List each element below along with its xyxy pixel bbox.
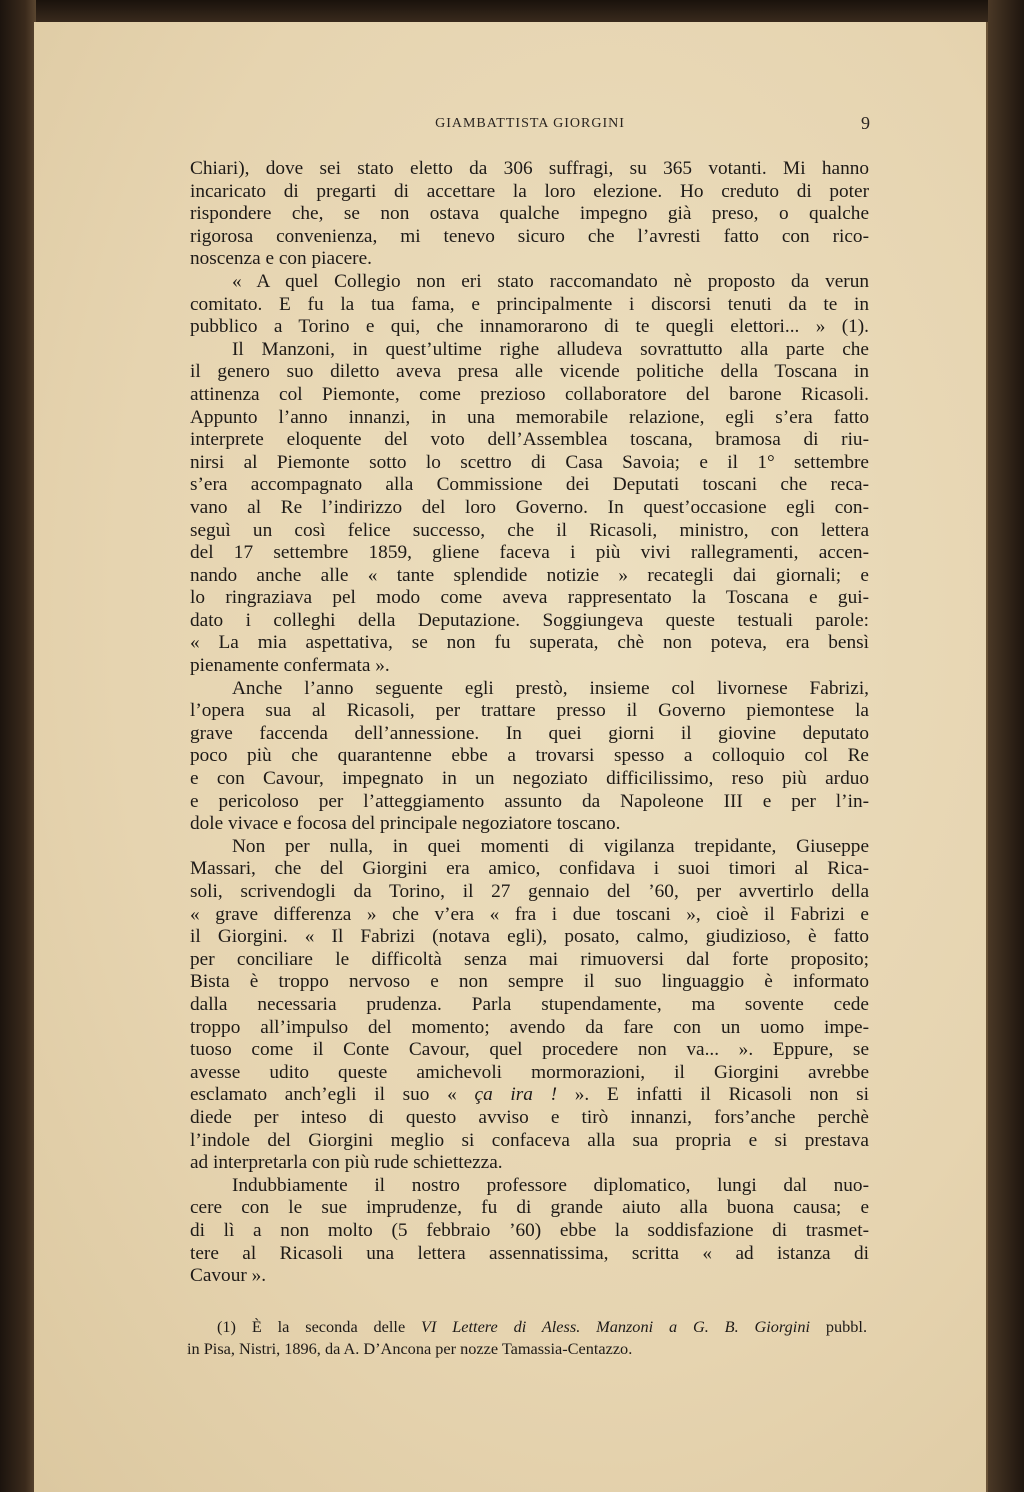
text-segment: tere al Ricasoli una lettera assennatissima, scritta « ad istanza di [190,1242,869,1264]
text-line [190,768,869,791]
text-segment: Anche l’anno seguente egli prestò, insieme col livornese Fabrizi, [232,677,869,699]
italic-text: VI Lettere di Aless. Manzoni a G. B. Giorgini [421,1317,810,1336]
text-segment: rispondere che, se non ostava qualche impegno già preso, o qualche [190,203,869,225]
text-line [190,497,869,520]
text-segment: esclamato anch’egli il suo « [190,1084,475,1106]
text-line [190,1039,869,1062]
scan-right-edge [988,0,1024,1492]
text-segment: pubblico a Torino e qui, che innamorarono di te quegli elettori... » (1). [190,316,869,338]
text-segment: tuoso come il Conte Cavour, quel procedere non va... ». Eppure, se [190,1039,869,1061]
text-line [190,203,869,226]
footnote-line [187,1316,867,1338]
text-segment: l’opera sua al Ricasoli, per trattare presso il Governo piemontese la [190,700,869,722]
text-line [190,723,869,746]
text-segment: Non per nulla, in quei momenti di vigilanza trepidante, Giuseppe [232,835,869,857]
text-segment: troppo all’impulso del momento; avendo da fare con un uomo impe- [190,1016,869,1038]
text-line [190,813,869,836]
text-segment: poco più che quarantenne ebbe a trovarsi spesso a colloquio col Re [190,745,869,767]
text-segment: « La mia aspettativa, se non fu superata, chè non poteva, era bensì [190,632,869,654]
text-line [190,949,869,972]
text-segment: s’era accompagnato alla Commissione dei Deputati toscani che reca- [190,474,869,496]
text-segment: Il Manzoni, in quest’ultime righe alludeva sovrattutto alla parte che [232,338,869,360]
book-binding-edge [0,0,36,1492]
text-segment: l’indole del Giorgini meglio si confaceva alla sua propria e si prestava [190,1129,869,1151]
footnotes [187,1316,867,1360]
text-segment: ». E infatti il Ricasoli non si [557,1084,870,1106]
text-line [190,565,869,588]
italic-text: ça ira ! [474,1084,558,1106]
text-line [190,1265,869,1288]
text-line [190,474,869,497]
text-line [190,407,869,430]
text-line [190,1197,869,1220]
text-line [190,1017,869,1040]
text-line [190,1084,869,1107]
text-line [190,1107,869,1130]
text-line [190,610,869,633]
text-segment: il genero suo diletto aveva presa alle vicende politiche della Toscana in [190,361,869,383]
text-line [190,339,869,362]
text-line [190,452,869,475]
running-title: GIAMBATTISTA GIORGINI [435,116,625,131]
text-segment: avesse udito queste amichevoli mormorazioni, il Giorgini avrebbe [190,1061,869,1083]
text-segment: « A quel Collegio non eri stato raccomandato nè proposto da verun [232,270,869,292]
text-line [190,271,869,294]
text-segment: rigorosa convenienza, mi tenevo sicuro che l’avresti fatto con rico- [190,225,869,247]
text-segment: grave faccenda dell’annessione. In quei giorni il giovine deputato [190,722,869,744]
text-line [190,181,869,204]
text-line [190,1175,869,1198]
text-line [190,587,869,610]
text-line [190,791,869,814]
text-line [190,994,869,1017]
text-segment: dole vivace e focosa del principale negoziatore toscano. [190,813,621,835]
page-header [190,113,870,138]
text-line [190,700,869,723]
text-line [190,745,869,768]
text-line [190,294,869,317]
text-line [190,632,869,655]
text-line [190,926,869,949]
text-segment: pienamente confermata ». [190,655,390,677]
page-number: 9 [861,113,870,133]
text-segment: diede per inteso di questo avviso e tirò innanzi, fors’anche perchè [190,1106,869,1128]
text-line [190,655,869,678]
text-segment: comitato. E fu la tua fama, e principalmente i discorsi tenuti da te in [190,293,869,315]
text-segment: (1) È la seconda delle [217,1317,422,1336]
text-segment: e con Cavour, impegnato in un negoziato difficilissimo, reso più arduo [190,768,869,790]
text-segment: Chiari), dove sei stato eletto da 306 suffragi, su 365 votanti. Mi hanno [190,158,869,179]
text-line [190,542,869,565]
text-segment: nando anche alle « tante splendide notizie » recategli dai giornali; e [190,564,869,586]
text-segment: Appunto l’anno innanzi, in una memorabile relazione, egli s’era fatto [190,406,869,428]
text-line [190,881,869,904]
text-segment: Bista è troppo nervoso e non sempre il suo linguaggio è informato [190,971,869,993]
text-segment: in Pisa, Nistri, 1896, da A. D’Ancona per nozze Tamassia-Centazzo. [187,1339,633,1358]
text-segment: per conciliare le difficoltà senza mai rimuoversi dal forte proposito; [190,948,869,970]
text-segment: dalla necessaria prudenza. Parla stupendamente, ma sovente cede [190,993,869,1015]
text-segment: incaricato di pregarti di accettare la loro elezione. Ho creduto di poter [190,180,869,202]
text-line [190,429,869,452]
text-segment: cere con le sue imprudenze, fu di grande aiuto alla buona causa; e [190,1197,869,1219]
text-segment: il Giorgini. « Il Fabrizi (notava egli), posato, calmo, giudizioso, è fatto [190,926,869,948]
text-line [190,248,869,271]
text-segment: attinenza col Piemonte, come prezioso collaboratore del barone Ricasoli. [190,383,869,405]
text-segment: vano al Re l’indirizzo del loro Governo. In quest’occasione egli con- [190,496,869,518]
text-line [190,361,869,384]
text-segment: del 17 settembre 1859, gliene faceva i più vivi rallegramenti, accen- [190,542,869,564]
text-line [190,520,869,543]
text-line [190,384,869,407]
text-segment: noscenza e con piacere. [190,248,372,270]
text-line [190,1243,869,1266]
text-line [190,1220,869,1243]
text-segment: « grave differenza » che v’era « fra i due toscani », cioè il Fabrizi e [190,903,869,925]
text-line [190,1062,869,1085]
text-segment: lo ringraziava pel modo come aveva rappresentato la Toscana e gui- [190,587,869,609]
text-segment: ad interpretarla con più rude schiettezza. [190,1152,503,1174]
text-segment: di lì a non molto (5 febbraio ’60) ebbe la soddisfazione di trasmet- [190,1219,869,1241]
text-segment: dato i colleghi della Deputazione. Soggiungeva queste testuali parole: [190,609,869,631]
text-segment: Massari, che del Giorgini era amico, confidava i suoi timori al Rica- [190,858,869,880]
text-line [190,971,869,994]
text-line [190,858,869,881]
text-line [190,904,869,927]
text-line [190,226,869,249]
footnote-line [187,1338,867,1360]
text-line [190,678,869,701]
scan-top-edge [0,0,1024,24]
text-segment: nirsi al Piemonte sotto lo scettro di Casa Savoia; e il 1° settembre [190,451,869,473]
text-line [190,316,869,339]
text-segment: Indubbiamente il nostro professore diplomatico, lungi dal nuo- [232,1174,869,1196]
text-segment: Cavour ». [190,1265,267,1287]
text-line [190,1130,869,1153]
text-line [190,836,869,859]
text-line [190,158,869,181]
text-segment: seguì un così felice successo, che il Ricasoli, ministro, con lettera [190,519,869,541]
text-line [190,1152,869,1175]
text-segment: pubbl. [810,1317,868,1336]
text-segment: e pericoloso per l’atteggiamento assunto da Napoleone III e per l’in- [190,790,869,812]
body-text [190,158,869,1288]
text-segment: soli, scrivendogli da Torino, il 27 gennaio del ’60, per avvertirlo della [190,881,869,902]
text-segment: interprete eloquente del voto dell’Assemblea toscana, bramosa di riu- [190,429,869,451]
